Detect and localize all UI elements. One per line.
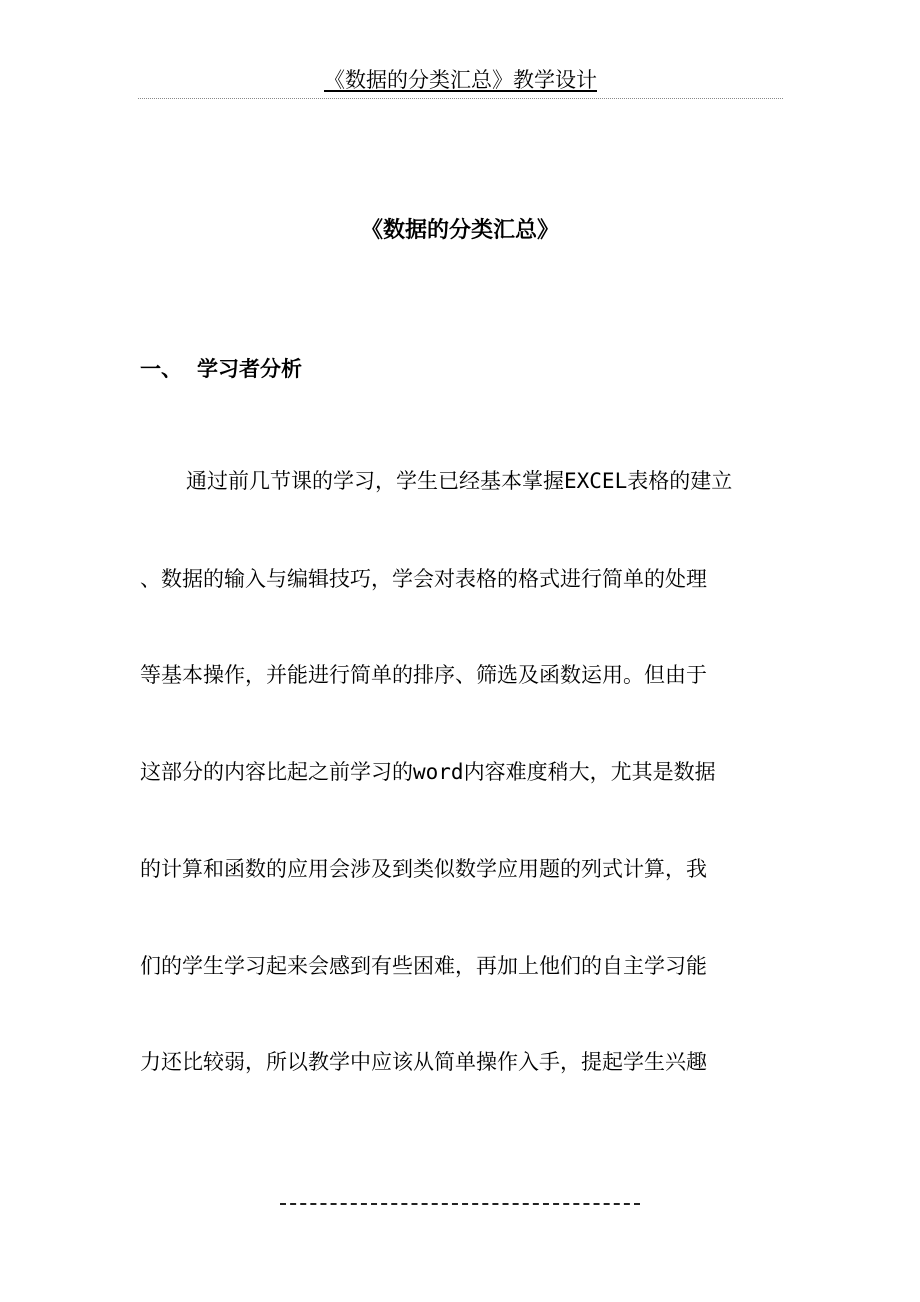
paragraph-line: 、数据的输入与编辑技巧，学会对表格的格式进行简单的处理 (140, 567, 707, 591)
section-title: 学习者分析 (197, 357, 302, 381)
paragraph-line: 们的学生学习起来会感到有些困难，再加上他们的自主学习能 (140, 954, 707, 978)
paragraph-line: 等基本操作，并能进行简单的排序、筛选及函数运用。但由于 (140, 663, 707, 687)
paragraph-line: 的计算和函数的应用会涉及到类似数学应用题的列式计算，我 (140, 857, 707, 881)
paragraph-line: 这部分的内容比起之前学习的word内容难度稍大，尤其是数据 (140, 760, 716, 784)
document-title: 《数据的分类汇总》 (360, 218, 559, 243)
page-header (138, 64, 783, 99)
section-heading (140, 352, 302, 386)
section-number: 一、 (140, 357, 182, 381)
footer-divider (280, 1203, 640, 1205)
header-title: 《数据的分类汇总》教学设计 (324, 68, 597, 92)
paragraph-line: 力还比较弱，所以教学中应该从简单操作入手，提起学生兴趣 (140, 1050, 707, 1074)
paragraph-line: 通过前几节课的学习，学生已经基本掌握EXCEL表格的建立 (186, 469, 733, 493)
